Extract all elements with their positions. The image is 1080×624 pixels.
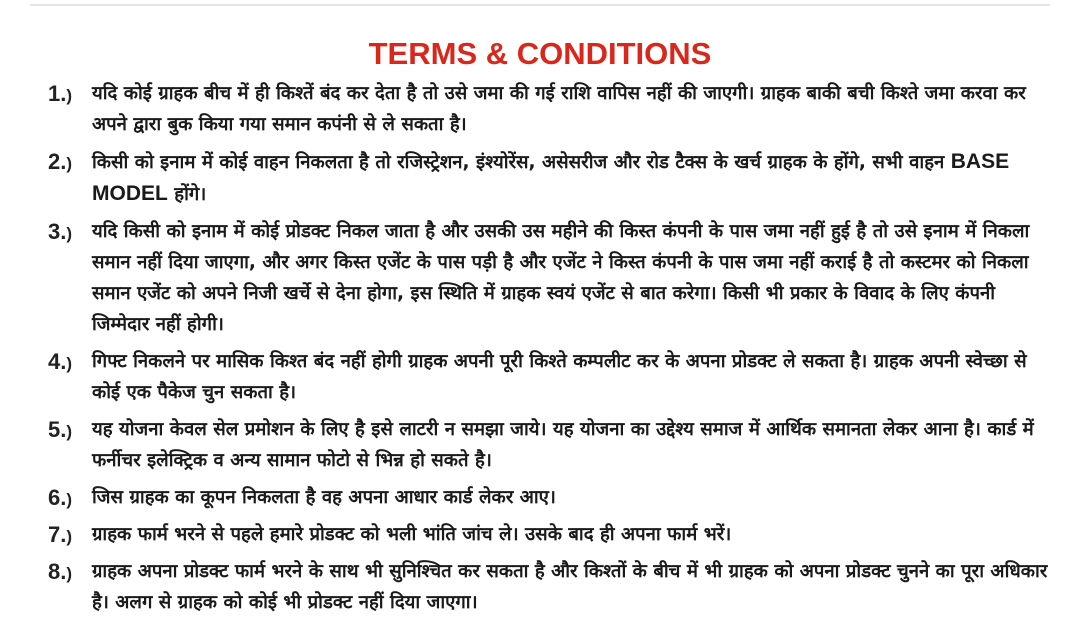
term-number: 7.) <box>48 522 73 547</box>
page-title: TERMS & CONDITIONS <box>368 36 712 71</box>
term-item-1 <box>48 78 1058 140</box>
term-number: 8.) <box>48 559 73 584</box>
term-item-2 <box>48 146 1058 210</box>
term-item-6 <box>48 482 1058 513</box>
terms-list <box>48 78 1058 624</box>
term-number: 3.) <box>48 219 73 244</box>
term-item-7 <box>48 519 1058 550</box>
term-number: 2.) <box>48 149 73 174</box>
term-number: 6.) <box>48 485 73 510</box>
term-number: 1.) <box>48 81 73 106</box>
term-text: गिफ्ट निकलने पर मासिक किश्त बंद नहीं होगी ग्राहक अपनी पूरी किश्ते कम्पलीट कर के अपना प्रोडक्ट ले सकता है। ग्राहक अपनी स्वेच्छा से कोई एक पैकेज चुन सकता है। <box>92 351 1027 403</box>
term-text: ग्राहक अपना प्रोडक्ट फार्म भरने के साथ भी सुनिश्चित कर सकता है और किश्तों के बीच में भी ग्राहक को अपना प्रोडक्ट चुनने का पूरा अधिकार है। अलग से ग्राहक को कोई भी प्रोडक्ट नहीं दिया जाएगा। <box>92 561 1048 613</box>
term-text: यह योजना केवल सेल प्रमोशन के लिए है इसे लाटरी न समझा जाये। यह योजना का उद्देश्य समाज में आर्थिक समानता लेकर आना है। कार्ड में फर्नीचर इलेक्ट्रिक व अन्य सामान फोटो से भिन्न हो सकते है। <box>92 419 1034 471</box>
term-number: 4.) <box>48 349 73 374</box>
top-divider <box>30 4 1050 6</box>
term-item-3 <box>48 216 1058 340</box>
base-model-emphasis: BASE MODEL <box>92 150 1010 205</box>
term-text: यदि किसी को इनाम में कोई प्रोडक्ट निकल जाता है और उसकी उस महीने की किस्त कंपनी के पास जमा नहीं हुई है तो उसे इनाम में निकला समान नहीं दिया जाएगा, और अगर किस्त एजेंट के पास पड़ी है और एजेंट ने किस्त कंपनी के पास जमा नहीं कराई है तो कस्टमर को निकला समान एजेंट को अपने निजी खर्चे से देना होगा, इस स्थिति में ग्राहक स्वयं एजेंट से बात करेगा। किसी भी प्रकार के विवाद के लिए कंपनी जिम्मेदार नहीं होगी। <box>92 221 1030 335</box>
term-text: ग्राहक फार्म भरने से पहले हमारे प्रोडक्ट को भली भांति जांच ले। उसके बाद ही अपना फार्म भरें। <box>92 524 732 545</box>
term-number: 5.) <box>48 417 73 442</box>
term-text: यदि कोई ग्राहक बीच में ही किश्तें बंद कर देता है तो उसे जमा की गई राशि वापिस नहीं की जाएगी। ग्राहक बाकी बची किश्ते जमा करवा कर अपने द्वारा बुक किया गया समान कपंनी से ले सकता है। <box>92 83 1026 135</box>
term-item-4 <box>48 346 1058 408</box>
term-item-5 <box>48 414 1058 476</box>
term-item-8 <box>48 556 1058 618</box>
term-text: जिस ग्राहक का कूपन निकलता है वह अपना आधार कार्ड लेकर आए। <box>92 487 556 508</box>
term-text: किसी को इनाम में कोई वाहन निकलता है तो रजिस्ट्रेशन, इंश्योरेंस, असेसरीज और रोड टैक्स के खर्च ग्राहक के होंगे, सभी वाहन BASE MODEL होंगे। <box>92 150 1010 205</box>
